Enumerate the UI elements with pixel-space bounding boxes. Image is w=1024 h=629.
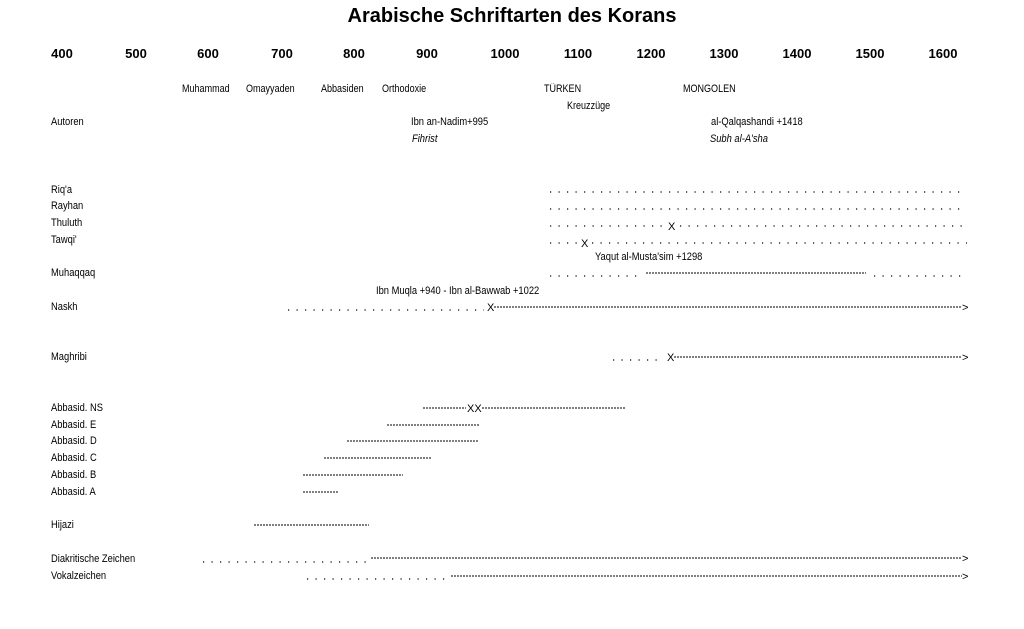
x-mark: X: [667, 352, 675, 364]
era-abbasiden: Abbasiden: [321, 83, 364, 95]
arrow-head: >: [962, 352, 969, 364]
year-label: 1200: [636, 46, 666, 61]
year-label: 800: [343, 46, 365, 61]
year-label: 400: [51, 46, 73, 61]
author-name: al-Qalqashandi +1418: [711, 116, 803, 128]
script-label: Tawqi': [51, 234, 77, 246]
script-label: Thuluth: [51, 217, 83, 229]
author-work: Subh al-A'sha: [710, 133, 768, 145]
script-label: Rayhan: [51, 200, 84, 212]
authors-label: Autoren: [51, 116, 84, 128]
x-mark: X: [581, 238, 589, 250]
script-label: Hijazi: [51, 519, 74, 531]
note-yaqut: Yaqut al-Musta'sim +1298: [595, 251, 703, 263]
x-mark: X: [668, 221, 676, 233]
script-label: Abbasid. D: [51, 435, 97, 447]
era-omayyaden: Omayyaden: [246, 83, 295, 95]
script-label: Diakritische Zeichen: [51, 553, 136, 565]
script-label: Abbasid. E: [51, 419, 97, 431]
arrow-head: >: [962, 553, 969, 565]
era-muhammad: Muhammad: [182, 83, 230, 95]
xx-mark: XX: [467, 403, 482, 415]
era-mongolen: MONGOLEN: [683, 83, 736, 95]
chart-title: Arabische Schriftarten des Korans: [347, 5, 677, 27]
year-label: 1300: [709, 46, 739, 61]
script-label: Abbasid. B: [51, 469, 97, 481]
year-label: 600: [197, 46, 219, 61]
script-label: Riq'a: [51, 184, 73, 196]
script-label: Abbasid. NS: [51, 402, 103, 414]
era-tuerken: TÜRKEN: [544, 83, 582, 95]
script-label: Abbasid. A: [51, 486, 96, 498]
script-label: Abbasid. C: [51, 452, 97, 464]
year-label: 700: [271, 46, 293, 61]
author-name: Ibn an-Nadim+995: [411, 116, 489, 128]
year-label: 1100: [563, 46, 593, 61]
arrow-head: >: [962, 571, 969, 583]
arrow-head: >: [962, 302, 969, 314]
year-label: 500: [125, 46, 147, 61]
year-label: 1600: [928, 46, 958, 61]
script-label: Vokalzeichen: [51, 570, 107, 582]
x-mark: X: [487, 302, 495, 314]
era-kreuzzuege: Kreuzzüge: [567, 100, 611, 112]
note-ibn-muqla: Ibn Muqla +940 - Ibn al-Bawwab +1022: [376, 285, 540, 297]
year-label: 900: [416, 46, 438, 61]
author-work: Fihrist: [412, 133, 438, 145]
year-label: 1500: [855, 46, 885, 61]
script-label: Muhaqqaq: [51, 267, 96, 279]
era-orthodoxie: Orthodoxie: [382, 83, 427, 95]
script-label: Naskh: [51, 301, 78, 313]
year-label: 1400: [782, 46, 812, 61]
year-label: 1000: [490, 46, 520, 61]
script-label: Maghribi: [51, 351, 87, 363]
